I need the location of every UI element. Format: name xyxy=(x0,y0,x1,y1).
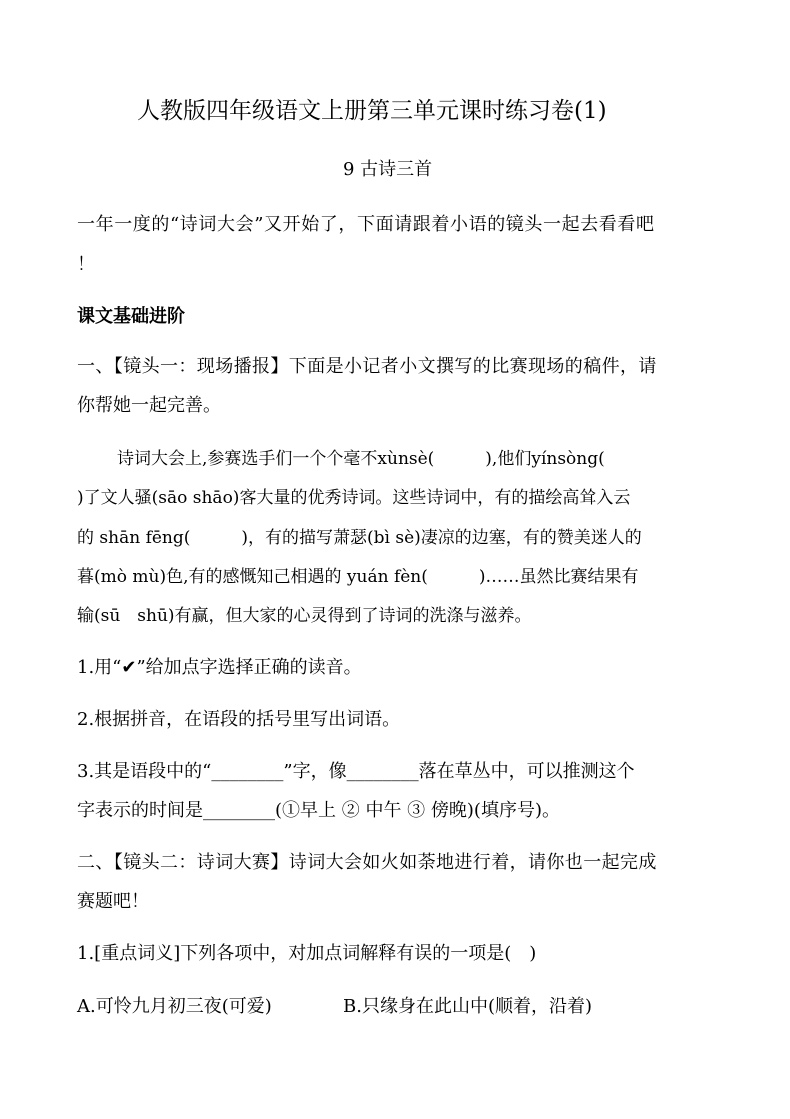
intro-line-1: 一年一度的“诗词大会”又开始了，下面请跟着小语的镜头一起去看看吧 xyxy=(77,214,655,235)
part2-instruction-line-1: 二、【镜头二：诗词大赛】诗词大会如火如荼地进行着，请你也一起完成 xyxy=(77,852,657,873)
document-title: 人教版四年级语文上册第三单元课时练习卷(1) xyxy=(137,98,607,124)
intro-line-2: ！ xyxy=(77,254,95,275)
part2-instruction-line-2: 赛题吧！ xyxy=(77,891,149,912)
passage-line-2: )了文人骚(sāo shāo)客大量的优秀诗词。这些诗词中，有的描绘高耸入云 xyxy=(77,488,631,508)
question-2-1: 1.[重点词义]下列各项中，对加点词解释有误的一项是( ) xyxy=(77,943,537,964)
passage-line-5: 输(sū shū)有赢，但大家的心灵得到了诗词的洗涤与滋养。 xyxy=(77,606,532,626)
question-1-2: 2.根据拼音，在语段的括号里写出词语。 xyxy=(77,709,401,730)
part1-instruction-line-2: 你帮她一起完善。 xyxy=(77,395,221,416)
question-1-1: 1.用“✔”给加点字选择正确的读音。 xyxy=(77,657,362,678)
passage-line-1: 诗词大会上,参赛选手们一个个毫不xùnsè( ),他们yínsòng( xyxy=(117,449,605,469)
passage-line-4: 暮(mò mù)色,有的感慨知己相遇的 yuán fèn( )……虽然比赛结果有 xyxy=(77,567,639,587)
lesson-subtitle: 9 古诗三首 xyxy=(343,159,433,180)
question-1-3-line-1: 3.其是语段中的“________”字，像________落在草丛中，可以推测这个 xyxy=(77,761,635,782)
section-heading: 课文基础进阶 xyxy=(77,306,185,327)
option-b: B.只缘身在此山中(顺着，沿着) xyxy=(343,996,592,1017)
option-a: A.可怜九月初三夜(可爱) xyxy=(77,996,272,1017)
passage-line-3: 的 shān fēng( )，有的描写萧瑟(bì sè)凄凉的边塞，有的赞美迷人的 xyxy=(77,528,642,548)
question-1-3-line-2: 字表示的时间是________(①早上 ② 中午 ③ 傍晚)(填序号)。 xyxy=(77,800,560,821)
part1-instruction-line-1: 一、【镜头一：现场播报】下面是小记者小文撰写的比赛现场的稿件，请 xyxy=(77,356,657,377)
